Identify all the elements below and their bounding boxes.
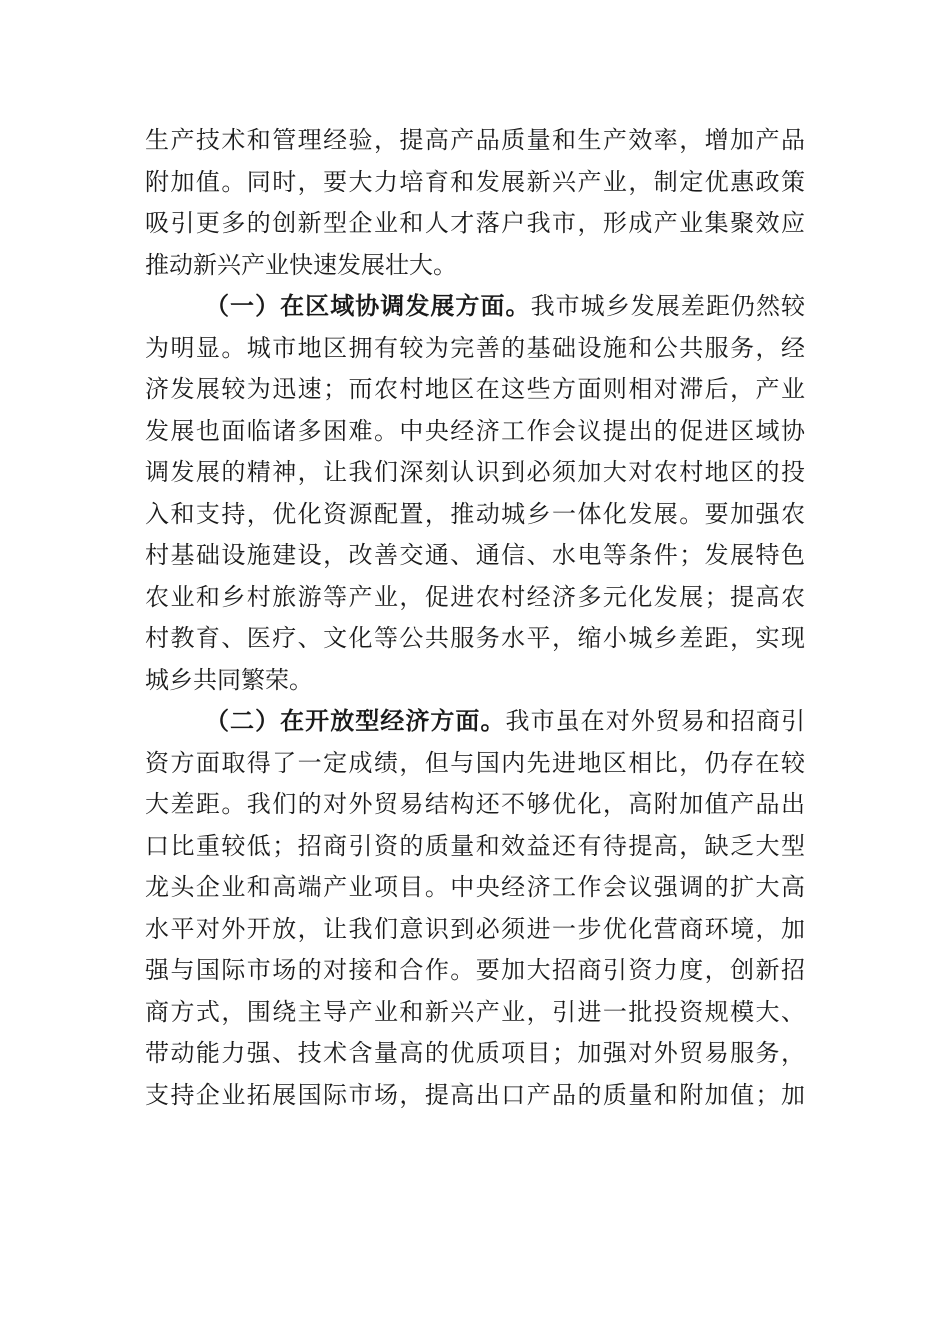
body-text-line: 商方式，围绕主导产业和新兴产业，引进一批投资规模大、 <box>145 997 805 1026</box>
body-text-line: 口比重较低；招商引资的质量和效益还有待提高，缺乏大型 <box>145 831 805 860</box>
body-text-line: 支持企业拓展国际市场，提高出口产品的质量和附加值；加 <box>145 1080 805 1109</box>
section-first-line <box>205 291 805 321</box>
body-text-line: 调发展的精神，让我们深刻认识到必须加大对农村地区的投 <box>145 458 805 486</box>
body-text-line: 推动新兴产业快速发展壮大。 <box>145 250 457 279</box>
body-text-line: 生产技术和管理经验，提高产品质量和生产效率，增加产品 <box>145 126 805 154</box>
body-text-line: 农业和乡村旅游等产业，促进农村经济多元化发展；提高农 <box>145 582 805 611</box>
body-text-line: 济发展较为迅速；而农村地区在这些方面则相对滞后，产业 <box>145 375 805 403</box>
section-first-line <box>205 706 805 736</box>
body-text-line: 附加值。同时，要大力培育和发展新兴产业，制定优惠政策 <box>145 167 805 196</box>
section-first-line-text: 我市城乡发展差距仍然较 <box>530 292 806 320</box>
section-first-line-text: 我市虽在对外贸易和招商引 <box>505 707 806 735</box>
body-text-line: 村教育、医疗、文化等公共服务水平，缩小城乡差距，实现 <box>145 624 805 652</box>
body-text-line: 发展也面临诸多困难。中央经济工作会议提出的促进区域协 <box>145 416 805 445</box>
body-text-line: 城乡共同繁荣。 <box>145 665 313 694</box>
body-text-line: 入和支持，优化资源配置，推动城乡一体化发展。要加强农 <box>145 499 805 528</box>
body-text-line: 水平对外开放，让我们意识到必须进一步优化营商环境，加 <box>145 914 805 943</box>
body-text-line: 村基础设施建设，改善交通、通信、水电等条件；发展特色 <box>145 541 805 569</box>
body-text-line: 资方面取得了一定成绩，但与国内先进地区相比，仍存在较 <box>145 748 805 777</box>
body-text-line: 强与国际市场的对接和合作。要加大招商引资力度，创新招 <box>145 956 805 984</box>
body-text-line: 大差距。我们的对外贸易结构还不够优化，高附加值产品出 <box>145 790 805 818</box>
section-heading: （二）在开放型经济方面。 <box>205 706 506 735</box>
body-text-line: 带动能力强、技术含量高的优质项目；加强对外贸易服务， <box>145 1039 805 1067</box>
section-heading: （一）在区域协调发展方面。 <box>205 291 531 320</box>
body-text-line: 吸引更多的创新型企业和人才落户我市，形成产业集聚效应 <box>145 209 805 237</box>
body-text-line: 为明显。城市地区拥有较为完善的基础设施和公共服务，经 <box>145 333 805 362</box>
body-text-line: 龙头企业和高端产业项目。中央经济工作会议强调的扩大高 <box>145 873 805 901</box>
